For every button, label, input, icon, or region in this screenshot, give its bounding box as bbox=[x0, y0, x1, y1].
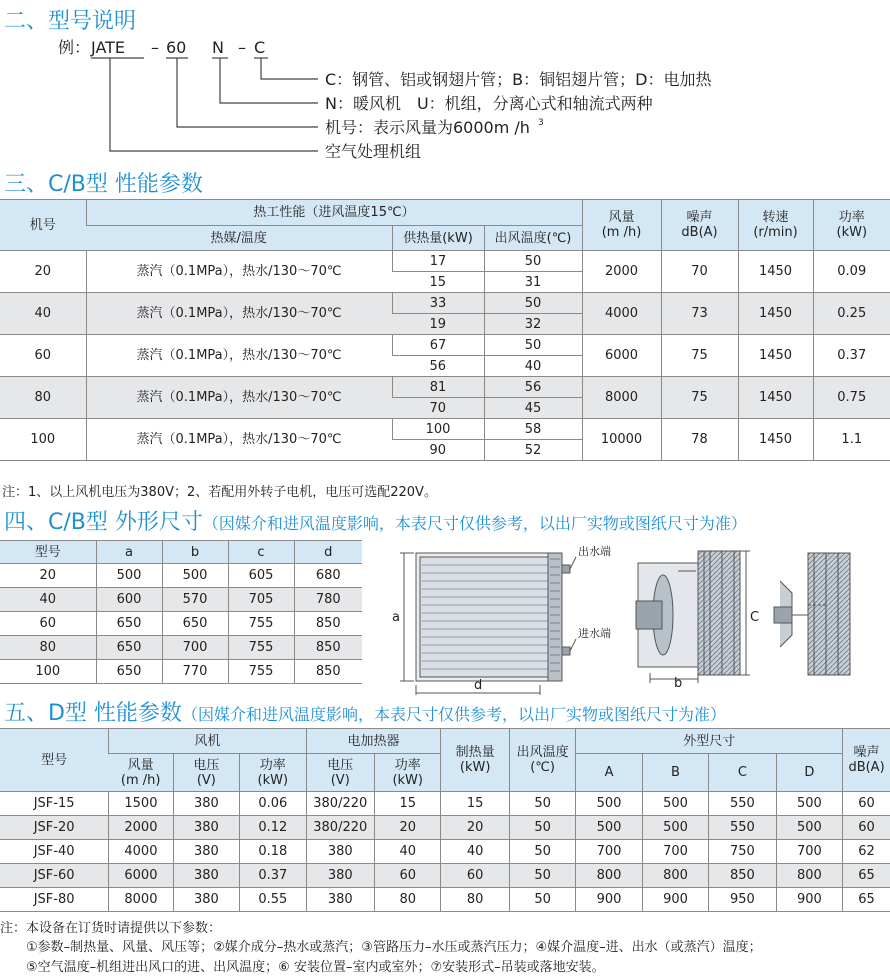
dim-b-label: b bbox=[674, 676, 683, 691]
table-row: 100 蒸汽（0.1MPa），热水/130～70℃ 100 58 10000 78 1450 1.1 bbox=[0, 419, 890, 440]
code-type: N bbox=[212, 38, 224, 57]
table-row: 80 蒸汽（0.1MPa），热水/130～70℃ 81 56 8000 75 1450 0.75 bbox=[0, 377, 890, 398]
cb-dimension-table: 型号 a b c d 20 500 500 605 680 40 600 570 705 780 60 650 650 755 850 80 650 700 755 850 100 650 770 755 850 bbox=[0, 540, 362, 684]
section5-note-title: 注：本设备在订货时请提供以下参数： bbox=[0, 921, 222, 936]
code-desc-variant: C：钢管、铝或钢翅片管；B：铜铝翅片管；D：电加热 bbox=[325, 70, 712, 89]
header-noise: 噪声 dB(A) bbox=[661, 200, 738, 251]
header-heat: 供热量(kW) bbox=[392, 226, 484, 251]
header-power: 功率 (kW) bbox=[813, 200, 890, 251]
table-row: 20 蒸汽（0.1MPa），热水/130～70℃ 17 50 2000 70 1450 0.09 bbox=[0, 251, 890, 272]
header-outlet: 出风温度(℃) bbox=[484, 226, 582, 251]
code-desc-type: N：暖风机 U：机组，分离心式和轴流式两种 bbox=[325, 94, 653, 113]
table-row: 80 650 700 755 850 bbox=[0, 636, 362, 660]
table-row: 100 650 770 755 850 bbox=[0, 660, 362, 684]
header-medium: 热媒/温度 bbox=[86, 226, 392, 251]
header-speed: 转速 (r/min) bbox=[738, 200, 813, 251]
inlet-pipe bbox=[562, 647, 570, 655]
code-number: 60 bbox=[166, 38, 187, 57]
table-row: JSF-20 2000 380 0.12 380/220 20 20 50 500 500 550 500 60 bbox=[0, 816, 890, 840]
model-code-diagram bbox=[0, 0, 890, 175]
dim-a-label: a bbox=[392, 610, 400, 625]
table-row: JSF-80 8000 380 0.55 380 80 80 50 900 900 950 900 65 bbox=[0, 888, 890, 912]
example-prefix: 例： bbox=[58, 38, 91, 57]
header-airflow: 风量 (m /h) bbox=[582, 200, 661, 251]
front-view bbox=[400, 553, 576, 695]
table-row: 60 650 650 755 850 bbox=[0, 612, 362, 636]
code-series: JATE bbox=[91, 38, 126, 57]
table-row: 60 蒸汽（0.1MPa），热水/130～70℃ 67 50 6000 75 1450 0.37 bbox=[0, 335, 890, 356]
section5-note-line2: ⑤空气温度–机组进出风口的进、出风温度；⑥ 安装位置–室内或室外；⑦安装形式–吊装或落地安装。 bbox=[26, 960, 605, 975]
code-desc-number: 机号：表示风量为6000m /h bbox=[325, 118, 530, 137]
section3-note: 注：1、以上风机电压为380V；2、若配用外转子电机，电压可选配220V。 bbox=[2, 485, 437, 500]
inlet-label: 进水端 bbox=[578, 627, 611, 640]
table-row: JSF-40 4000 380 0.18 380 40 40 50 700 700 750 700 62 bbox=[0, 840, 890, 864]
table-row: JSF-60 6000 380 0.37 380 60 60 50 800 800 850 800 65 bbox=[0, 864, 890, 888]
unit-dimension-drawing bbox=[388, 535, 888, 695]
svg-text:–: – bbox=[151, 38, 159, 57]
cb-performance-table: 机号 热工性能（进风温度15℃） 风量 (m /h) 噪声 dB(A) 转速 (r/min) 功率 (kW) 热媒/温度 供热量(kW) 出风温度(℃) 20 蒸汽（0.1MPa），热水/130～70℃ 17 50 2000 70 1450 0.09 15 31 40 蒸汽（0.1MPa），热水/130～70℃ 33 50 4000 73 1450 0.25 19 32 60 蒸汽（0.1MPa），热水/130～70℃ 67 50 6000 75 1450 0.37 56 40 80 蒸汽（0.1MPa），热水/130～70℃ 81 56 8000 75 1450 0.75 70 45 100 蒸汽（0.1MPa），热水/130～70℃ 100 58 10000 78 1450 1.1 90 52 bbox=[0, 199, 890, 461]
dim-c-label: C bbox=[750, 610, 760, 625]
section5-title: 五、D型 性能参数（因媒介和进风温度影响，本表尺寸仅供参考，以出厂实物或图纸尺寸为准） bbox=[4, 701, 726, 726]
table-row: JSF-15 1500 380 0.06 380/220 15 15 50 500 500 550 500 60 bbox=[0, 792, 890, 816]
side-view-alt bbox=[774, 553, 850, 675]
superscript-3: 3 bbox=[538, 118, 544, 128]
code-desc-series: 空气处理机组 bbox=[325, 142, 422, 161]
section5-note-line1: ①参数–制热量、风量、风压等；②媒介成分–热水或蒸汽；③管路压力–水压或蒸汽压力；④媒介温度–进、出水（或蒸汽）温度； bbox=[26, 940, 762, 955]
header-thermal: 热工性能（进风温度15℃） bbox=[86, 200, 582, 226]
code-variant: C bbox=[254, 38, 266, 57]
section2-title: 二、型号说明 bbox=[4, 9, 137, 34]
dim-d-label: d bbox=[474, 678, 483, 693]
d-performance-table: 型号 风机 电加热器 制热量 (kW) 出风温度 (℃) 外型尺寸 噪声 dB(A) 风量 (m /h) 电压 (V) 功率 (kW) 电压 (V) 功率 (kW) A B C D JSF-15 1500 380 0.06 380/220 15 15 50 500 500 550 500 60 JSF-20 2000 380 0.12 380/220 20 20 50 500 500 550 500 60 JSF-40 4000 380 0.18 380 40 40 50 700 700 750 700 62 JSF-60 6000 380 0.37 380 60 60 50 800 800 850 800 65 JSF-80 8000 380 0.55 380 80 80 50 900 900 950 900 65 bbox=[0, 728, 890, 912]
section4-title: 四、C/B型 外形尺寸（因媒介和进风温度影响，本表尺寸仅供参考，以出厂实物或图纸尺寸为准） bbox=[4, 510, 747, 535]
outlet-label: 出水端 bbox=[578, 545, 611, 558]
section3-title: 三、C/B型 性能参数 bbox=[4, 172, 203, 197]
table-row: 40 600 570 705 780 bbox=[0, 588, 362, 612]
header-model: 机号 bbox=[0, 200, 86, 251]
svg-text:–: – bbox=[238, 38, 246, 57]
side-view bbox=[636, 551, 750, 683]
table-row: 20 500 500 605 680 bbox=[0, 564, 362, 588]
outlet-pipe bbox=[562, 565, 570, 573]
table-row: 40 蒸汽（0.1MPa），热水/130～70℃ 33 50 4000 73 1450 0.25 bbox=[0, 293, 890, 314]
